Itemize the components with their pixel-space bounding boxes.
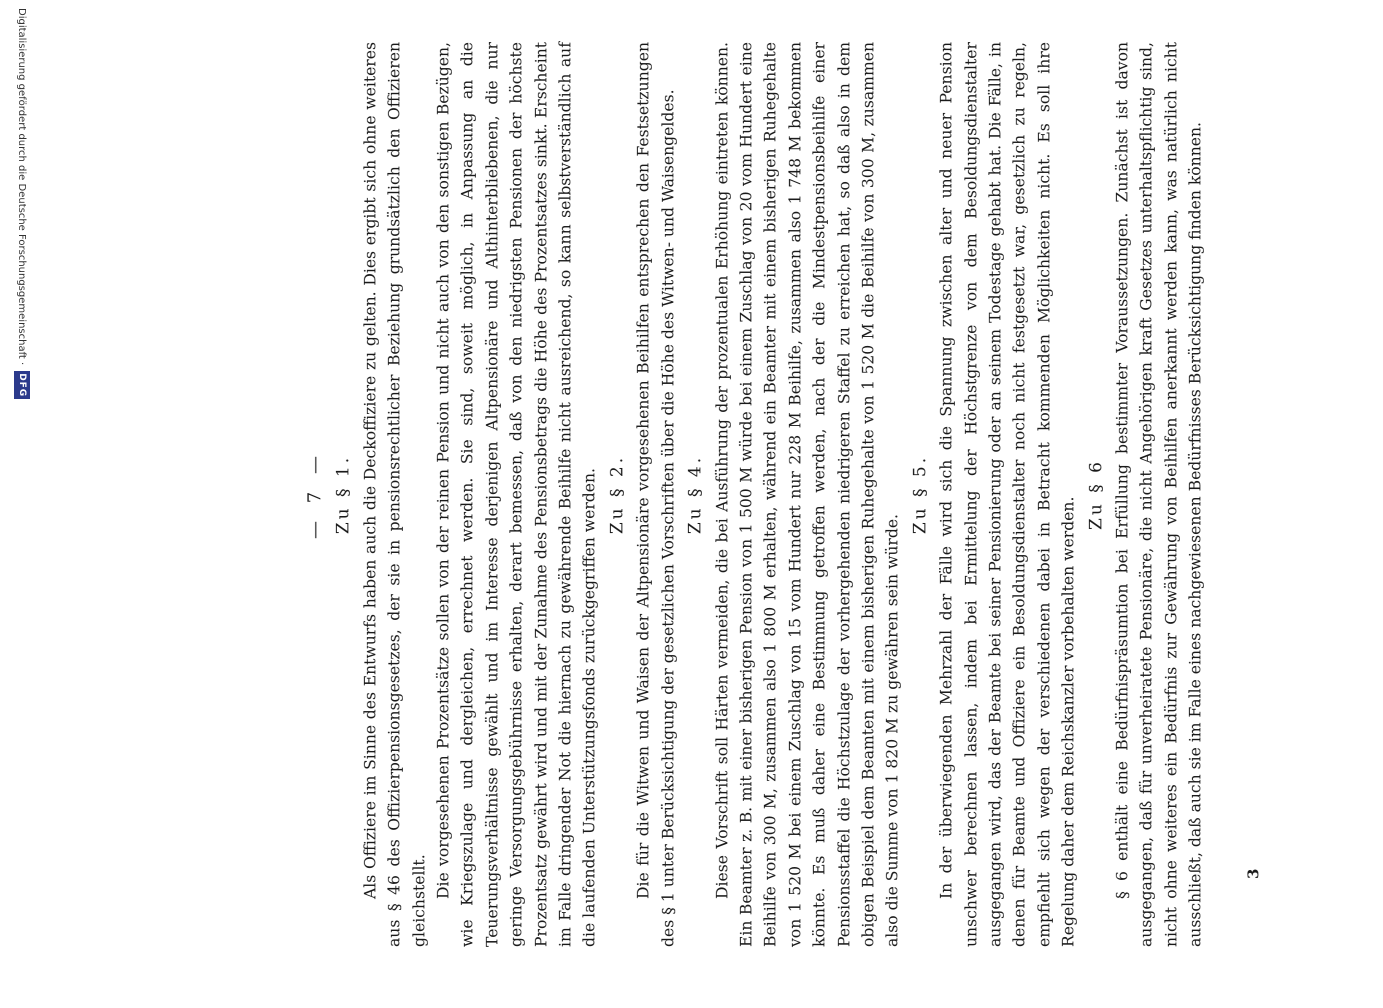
- paragraph: Die vorgesehenen Prozentsätze sollen von der reinen Pension und nicht auch von den sonstigen Bezügen, wie Kriegszulage und dergleichen, errechnet werden. Sie sind, soweit möglich, in Anpassung an die Teuerungsverhältnisse gewählt und im Interesse derjenigen Altpensionäre und Althinterbliebenen, die nur geringe Versorgungsgebührnisse erhalten, derart bemessen, daß von den niedrigsten Pensionen der höchste Prozentsatz gewährt wird und mit der Zunahme des Pensionsbetrags die Höhe des Prozentsatzes sinkt. Erscheint im Falle dringender Not die hiernach zu gewährende Beihilfe nicht ausreichend, so kann selbstverständlich auf die laufenden Unterstützungsfonds zurückgegriffen werden.: [434, 42, 599, 947]
- section-heading: Zu § 6: [1085, 459, 1106, 530]
- document-page: [303, 42, 1263, 947]
- page-number: — 7 —: [304, 450, 326, 539]
- section-heading: Zu § 4.: [685, 454, 706, 535]
- document-body: [332, 42, 1208, 947]
- paragraph: Als Offiziere im Sinne des Entwurfs haben auch die Deckoffiziere zu gelten. Dies ergibt sich ohne weiteres aus § 46 des Offizierpensionsgesetzes, der sie in pensionsrechtlicher Beziehung grundsätzlich den Offizieren gleichstellt.: [361, 42, 428, 947]
- footer-credit-text: Digitalisierung gefördert durch die Deutsche Forschungsgemeinschaft ·: [16, 8, 28, 366]
- paragraph: Die für die Witwen und Waisen der Altpensionäre vorgesehenen Beihilfen entsprechen den Festsetzungen des § 1 unter Berücksichtigung der gesetzlichen Vorschriften über die Höhe des Witwen- und Waisengeldes.: [634, 42, 678, 947]
- paragraph: Diese Vorschrift soll Härten vermeiden, die bei Ausführung der prozentualen Erhöhung eintreten können. Ein Beamter z. B. mit einer bisherigen Pension von 1 500 M würde bei einem Zuschlag von 20 vom Hundert eine Beihilfe von 300 M, zusammen also 1 800 M erhalten, während ein Beamter mit einem bisherigen Ruhegehalte von 1 520 M bei einem Zuschlag von 15 vom Hundert nur 228 M Beihilfe, zusammen also 1 748 M bekommen könnte. Es muß daher eine Bestimmung getroffen werden, nach der die Mindestpensionsbeihilfe einer Pensionsstaffel die Höchstzulage der vorhergehenden niedrigeren Staffel zu erreichen hat, so daß also in dem obigen Beispiel dem Beamten mit einem bisherigen Ruhegehalte von 1 520 M die Beihilfe von 300 M, zusammen also die Summe von 1 820 M zu gewähren sein würde.: [712, 42, 902, 947]
- footer-credit: [7, 0, 37, 1008]
- section-heading: Zu § 5.: [910, 454, 931, 535]
- paragraph: § 6 enthält eine Bedürfnispräsumtion bei Erfüllung bestimmter Voraussetzungen. Zunächst ist davon ausgegangen, daß für unverheiratete Pensionäre, die nicht Angehörigen kraft Gesetzes unterhaltspflichtig sind, nicht ohne weiteres ein Bedürfnis zur Gewährung von Beihilfen anerkannt werden kann, was natürlich nicht ausschließt, daß auch sie im Falle eines nachgewiesenen Bedürfnisses Berücksichtigung finden können.: [1113, 42, 1205, 947]
- signature-mark: 3: [1244, 868, 1263, 879]
- section-heading: Zu § 1.: [333, 454, 354, 535]
- paragraph: In der überwiegenden Mehrzahl der Fälle wird sich die Spannung zwischen alter und neuer Pension unschwer berechnen lassen, indem bei Ermittelung der Höchstgrenze von dem Besoldungsdienstalter ausgegangen wird, das der Beamte bei seiner Pensionierung oder an seinem Todestage gehabt hat. Die Fälle, in denen für Beamte und Offiziere ein Besoldungsdienstalter noch nicht festgesetzt war, gesetzlich zu regeln, empfiehlt sich wegen der verschiedenen dabei in Betracht kommenden Möglichkeiten nicht. Es soll ihre Regelung daher dem Reichskanzler vorbehalten werden.: [937, 42, 1078, 947]
- section-heading: Zu § 2.: [607, 454, 628, 535]
- dfg-logo: DFG: [14, 371, 30, 399]
